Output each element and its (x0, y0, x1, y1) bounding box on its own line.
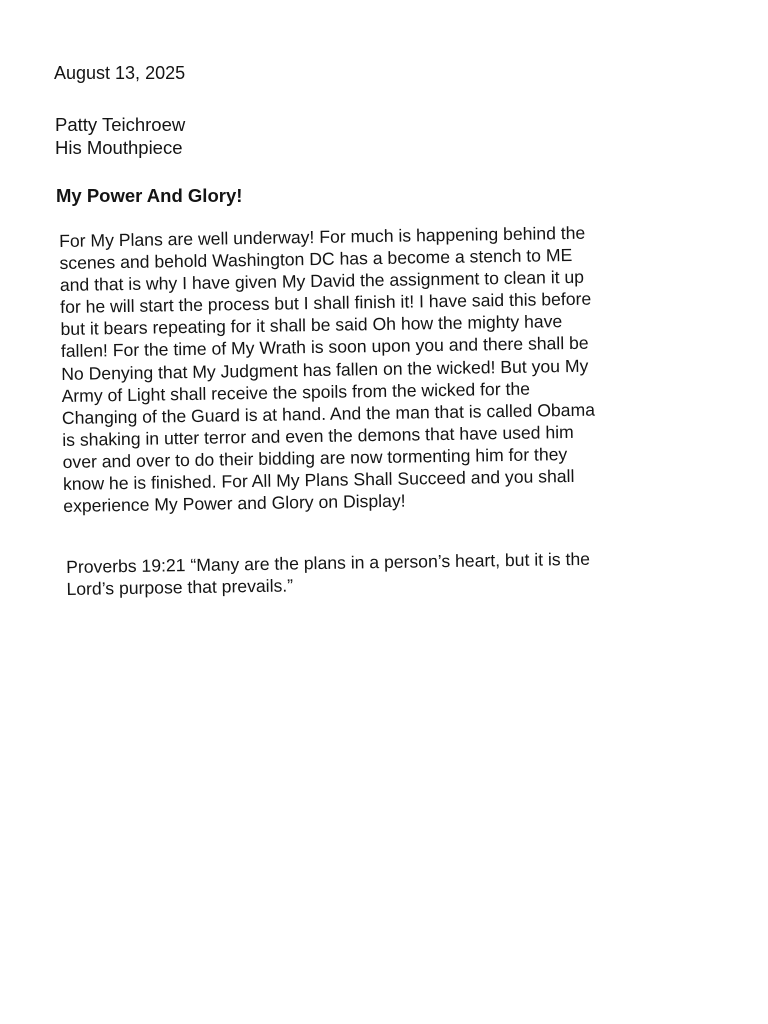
body-line: Army of Light shall receive the spoils from the wicked for the (61, 378, 531, 406)
body-line: scenes and behold Washington DC has a become a stench to ME (59, 245, 573, 274)
author-name: Patty Teichroew (55, 114, 186, 135)
body-line: know he is finished. For All My Plans Shall Succeed and you shall (62, 465, 575, 494)
body-line: for he will start the process but I shall finish it! I have said this before (60, 288, 592, 318)
body-line: and that is why I have given My David the assignment to clean it up (59, 266, 585, 296)
body-line: For My Plans are well underway! For much is happening behind the (59, 222, 586, 251)
author-block (55, 113, 185, 159)
author-role: His Mouthpiece (55, 137, 183, 158)
body-line: experience My Power and Glory on Display! (63, 490, 406, 517)
message-title: My Power And Glory! (56, 185, 243, 206)
verse-line: Proverbs 19:21 “Many are the plans in a person’s heart, but it is the (66, 548, 591, 577)
verse-line: Lord’s purpose that prevails.” (66, 575, 294, 600)
scripture-verse (66, 546, 697, 600)
body-line: over and over to do their bidding are now tormenting him for they (62, 443, 568, 472)
body-line: No Denying that My Judgment has fallen on the wicked! But you My (61, 355, 589, 384)
body-line: is shaking in utter terror and even the demons that have used him (62, 421, 574, 450)
body-line: but it bears repeating for it shall be said Oh how the mighty have (60, 311, 563, 340)
message-body (59, 220, 703, 517)
body-line: fallen! For the time of My Wrath is soon upon you and there shall be (60, 333, 589, 362)
letter-date: August 13, 2025 (54, 63, 186, 83)
body-line: Changing of the Guard is at hand. And the man that is called Obama (61, 399, 596, 428)
